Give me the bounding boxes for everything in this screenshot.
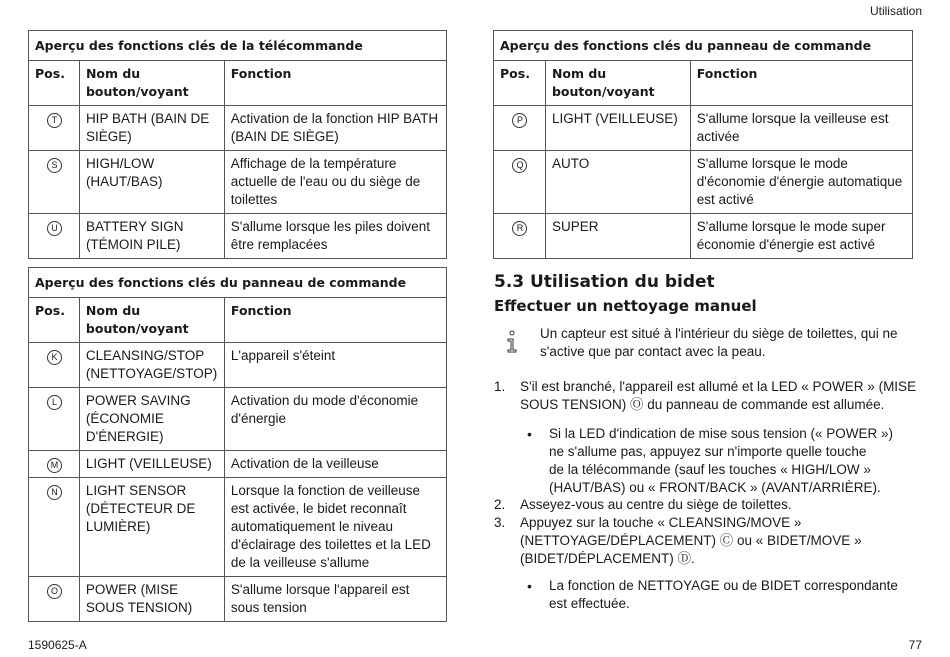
function-text: L'appareil s'éteint [224,343,446,388]
function-text: Lorsque la fonction de veilleuse est activée, le bidet reconnaît automatiquement le niveau d'éclairage des toilettes et la LED de la veilleuse s'allume [224,478,446,577]
table-caption: Aperçu des fonctions clés du panneau de commande [29,268,447,298]
function-text: Activation de la fonction HIP BATH (BAIN DE SIÈGE) [224,106,446,151]
position-marker: U [47,221,62,236]
position-marker: N [47,485,62,500]
position-marker: T [47,113,62,128]
section-heading [494,272,715,292]
function-text: S'allume lorsque le mode super économie d'énergie est activé [690,214,912,259]
table-row [29,451,447,478]
step-2 [494,496,924,516]
function-text: Activation du mode d'économie d'énergie [224,388,446,451]
subsection-heading: Effectuer un nettoyage manuel [494,297,757,315]
function-text: S'allume lorsque les piles doivent être remplacées [224,214,446,259]
button-name: HIP BATH (BAIN DE SIÈGE) [79,106,224,151]
button-name: SUPER [545,214,690,259]
bullet-line: Si la LED d'indication de mise sous tension (« POWER ») [549,426,893,441]
table-row [494,151,913,214]
col-header-pos: Pos. [29,61,80,106]
table-row [29,478,447,577]
position-marker: L [47,395,62,410]
position-marker: R [512,221,527,236]
step-number: 2. [494,497,506,512]
bullet-2 [527,577,927,615]
col-header-name: Nom du bouton/voyant [545,61,690,106]
button-name: POWER SAVING (ÉCONOMIE D'ÉNERGIE) [79,388,224,451]
info-line: Un capteur est situé à l'intérieur du siège de toilettes, qui ne [540,326,898,341]
button-name: HIGH/LOW (HAUT/BAS) [79,151,224,214]
function-text: Activation de la veilleuse [224,451,446,478]
table-row [494,214,913,259]
step-line: Appuyez sur la touche « CLEANSING/MOVE » [520,515,802,530]
section-title: Utilisation du bidet [530,272,715,292]
bullet-icon: • [527,426,532,442]
info-note [540,325,920,361]
step-number: 1. [494,379,506,394]
table-caption: Aperçu des fonctions clés du panneau de commande [494,31,913,61]
running-header: Utilisation [869,4,922,18]
function-text: S'allume lorsque la veilleuse est activée [690,106,912,151]
col-header-pos: Pos. [29,298,80,343]
info-line: s'active que par contact avec la peau. [540,344,766,359]
step-1 [494,378,924,418]
position-marker: P [512,113,527,128]
table-row [29,343,447,388]
col-header-name: Nom du bouton/voyant [79,61,224,106]
col-header-function: Fonction [224,298,446,343]
position-marker: M [47,458,62,473]
step-line: SOUS TENSION) Ⓞ du panneau de commande est allumée. [520,397,885,412]
col-header-pos: Pos. [494,61,546,106]
info-icon [505,330,519,354]
bullet-line: ne s'allume pas, appuyez sur n'importe quelle touche [549,444,867,459]
panel-functions-table-left [28,267,447,622]
col-header-name: Nom du bouton/voyant [79,298,224,343]
bullet-1 [527,425,927,500]
table-row [29,577,447,622]
table-caption: Aperçu des fonctions clés de la télécommande [29,31,447,61]
table-row [29,214,447,259]
bullet-line: La fonction de NETTOYAGE ou de BIDET correspondante [549,578,898,593]
step-line: (NETTOYAGE/DÉPLACEMENT) Ⓒ ou « BIDET/MOVE » [520,533,862,548]
button-name: BATTERY SIGN (TÉMOIN PILE) [79,214,224,259]
step-3 [494,514,924,570]
position-marker: O [47,584,62,599]
position-marker: S [47,158,62,173]
document-id: 1590625-A [28,638,87,652]
step-line: S'il est branché, l'appareil est allumé et la LED « POWER » (MISE [520,379,917,394]
table-row [494,106,913,151]
col-header-function: Fonction [224,61,446,106]
bullet-icon: • [527,578,532,594]
function-text: S'allume lorsque l'appareil est sous tension [224,577,446,622]
bullet-line: de la télécommande (sauf les touches « HIGH/LOW » [549,462,871,477]
button-name: AUTO [545,151,690,214]
step-number: 3. [494,515,506,530]
table-row [29,388,447,451]
section-number: 5.3 [494,272,525,292]
position-marker: Q [512,158,527,173]
position-marker: K [47,350,62,365]
step-line: Asseyez-vous au centre du siège de toilettes. [520,497,792,512]
function-text: Affichage de la température actuelle de l'eau ou du siège de toilettes [224,151,446,214]
remote-functions-table [28,30,447,259]
panel-functions-table-right [493,30,913,259]
button-name: LIGHT (VEILLEUSE) [79,451,224,478]
button-name: POWER (MISE SOUS TENSION) [79,577,224,622]
table-row [29,151,447,214]
col-header-function: Fonction [690,61,912,106]
table-row [29,106,447,151]
bullet-line: (HAUT/BAS) ou « FRONT/BACK » (AVANT/ARRIÈRE). [549,480,881,495]
button-name: CLEANSING/STOP (NETTOYAGE/STOP) [79,343,224,388]
button-name: LIGHT (VEILLEUSE) [545,106,690,151]
step-line: (BIDET/DÉPLACEMENT) Ⓓ. [520,551,695,566]
bullet-line: est effectuée. [549,596,630,611]
function-text: S'allume lorsque le mode d'économie d'énergie automatique est activé [690,151,912,214]
page-number: 77 [908,638,922,652]
button-name: LIGHT SENSOR (DÉTECTEUR DE LUMIÈRE) [79,478,224,577]
